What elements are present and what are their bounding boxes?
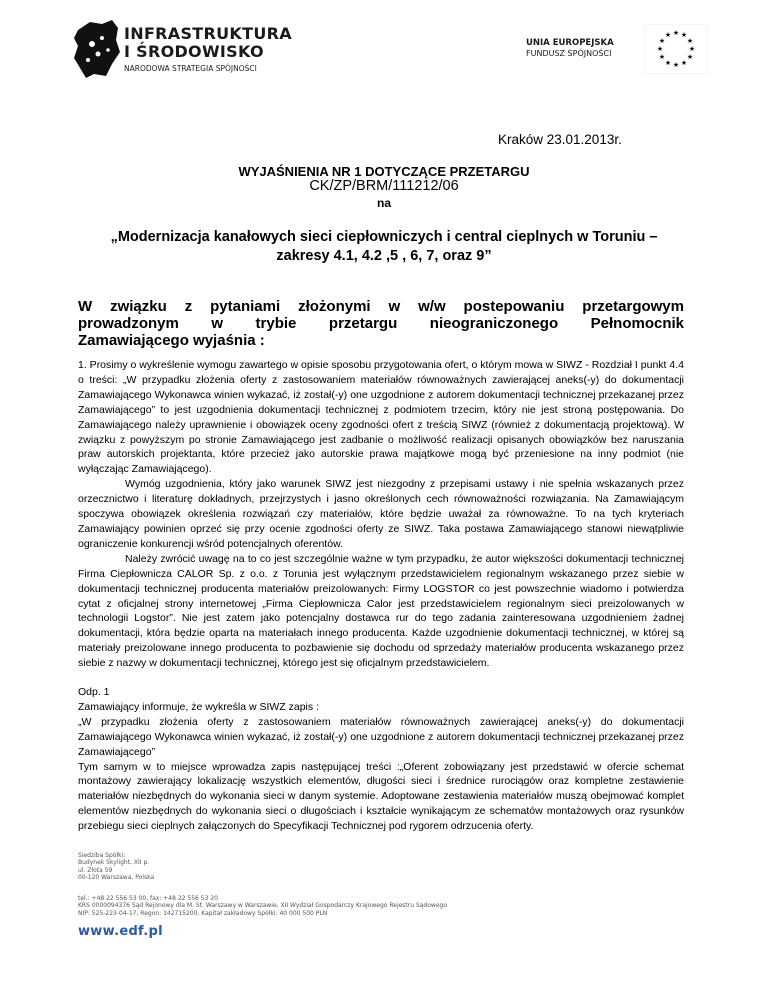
logo-title-line2: I ŚRODOWISKO	[124, 42, 264, 61]
infrastruktura-logo	[72, 18, 322, 80]
poland-map-icon	[72, 18, 122, 80]
eu-fund: FUNDUSZ SPÓJNOŚCI	[526, 49, 612, 58]
question-paragraph-1: 1. Prosimy o wykreślenie wymogu zawartego w opisie sposobu przygotowania ofert, o którym mowa w SIWZ - Rozdział I punkt 4.4 o treści: „W przypadku złożenia oferty z zastosowaniem materiałów równoważnych zawierającej aneks(-y) do dokumentacji Zamawiającego Wykonawca winien wykazać, iż został(-y) one uzgodnione z autorem dokumentacji technicznej przekazanej przez Zamawiającego” to jest uzgodnienia dokumentacji technicznej z podmiotem trzecim, który nie jest stroną postępowania. Do Zamawiającego należy uprawnienie i obowiązek oceny zgodności ofert z treścią SIWZ (również z dokumentacją projektową). W związku z powyższym po stronie Zamawiającego jest zadbanie o możliwość realizacji opisanych obowiązków bez naruszania praw autorskich projektanta, które przecież jako autorskie prawa majątkowe mogą być przeniesione na inny podmiot (nie wyłączając Zamawiającego).	[78, 359, 684, 476]
eu-flag-icon	[644, 24, 708, 74]
intro-line1: W związku z pytaniami złożonymi w w/w postepowaniu przetargowym	[78, 298, 684, 315]
footer-address-line4: 00-120 Warszawa, Polska	[78, 873, 155, 881]
tender-title-line1: „Modernizacja kanałowych sieci ciepłowniczych i central cieplnych w Toruniu –	[110, 229, 658, 245]
answer-paragraph-2: „W przypadku złożenia oferty z zastosowaniem materiałów równoważnych zawierającej aneks(-y) do dokumentacji Zamawiającego Wykonawca winien wykazać, iż został(-y) one uzgodnione z autorem dokumentacji technicznej przekazanej przez Zamawiającego”	[78, 715, 684, 758]
footer-address-line1: Siedziba Spółki:	[78, 852, 126, 859]
question-paragraph-3: Należy zwrócić uwagę na to co jest szczególnie ważne w tym przypadku, że autor większości dokumentacji technicznej Firma Ciepłownicza CALOR Sp. z o.o. z Torunia jest wyłącznym przedstawicielem regionalnym wskazanego przez siebie w dokumentacji technicznej producenta materiałów preizolowanych: Firmy LOGSTOR co jest powszechnie wiadomo i potwierdza cytat z oficjalnej strony internetowej „Firma Ciepłownicza Calor jest przedstawicielem regionalnym sieci preizolowanych w technologii Logstor”. Nie jest zatem jako potencjalny dostawca rur do tego zadania zainteresowana uzgodnieniem żadnej dokumentacji, która będzie oparta na materiałach innego producenta. Każde uzgodnienie dokumentacji technicznej, w której są materiały preizolowane innego producenta to pozbawienie się dochodu od sprzedaży materiałów producenta wskazanego przez siebie z nazwy w dokumentacji technicznej, którego jest się oficjalnym przedstawicielem.	[78, 552, 684, 670]
document-date: Kraków 23.01.2013r.	[498, 132, 622, 147]
svg-text:★: ★	[672, 29, 680, 37]
footer-contact-line3: NIP: 525-223-04-17, Regon: 142715200, Kapitał zakładowy Spółki: 40 000 500 PLN	[78, 909, 328, 917]
logo-title-line1: INFRASTRUKTURA	[124, 24, 292, 43]
logo-subtitle: NARODOWA STRATEGIA SPÓJNOŚCI	[124, 64, 257, 73]
website-link[interactable]: www.edf.pl	[78, 924, 163, 939]
tender-title-line2: zakresy 4.1, 4.2 ,5 , 6, 7, oraz 9”	[276, 248, 492, 264]
intro-paragraph	[78, 298, 684, 349]
footer-contact-line1: tel.: +48 22 556 53 00, fax: +48 22 556 53 20	[78, 895, 218, 902]
svg-text:★: ★	[686, 53, 694, 61]
svg-text:★: ★	[664, 31, 672, 39]
document-body	[78, 358, 684, 834]
svg-text:★: ★	[686, 37, 694, 45]
svg-text:★: ★	[680, 59, 688, 67]
svg-text:★: ★	[672, 61, 680, 69]
svg-text:★: ★	[658, 53, 666, 61]
intro-line3: Zamawiającego wyjaśnia :	[78, 332, 265, 349]
answer-label: Odp. 1	[78, 686, 110, 699]
footer-contact-line2: KRS 0000094376 Sąd Rejonowy dla M. St. Warszawy w Warszawie, XII Wydział Gospodarczy Krajowego Rejestru Sądowego	[78, 902, 447, 910]
answer-paragraph-1: Zamawiający informuje, że wykreśla w SIWZ zapis :	[78, 700, 319, 713]
footer-address-line2: Budynek Skylight, XII p.	[78, 859, 150, 867]
intro-line2: prowadzonym w trybie przetargu nieograniczonego Pełnomocnik	[78, 315, 684, 332]
svg-text:★: ★	[656, 45, 664, 53]
answer-paragraph-3: Tym samym w to miejsce wprowadza zapis następującej treści :„Oferent zobowiązany jest przedstawić w ofercie schemat montażowy zawierający lokalizację wszystkich elementów, długości sieci i średnice rurociągów oraz kompletne zestawienie materiałów niezbędnych do wykonania sieci w danym systemie. Adoptowane zestawienia materiałów muszą obejmować komplet elementów niezbędnych do wykonania sieci o długościach i kształcie wynikającym ze schematów montażowych oraz rysunków przebiegu sieci cieplnych załączonych do Specyfikacji Technicznej pod rygorem odrzucenia oferty.	[78, 760, 684, 833]
footer-address-line3: ul. Złota 59	[78, 866, 113, 874]
svg-text:★: ★	[658, 37, 666, 45]
eu-title: UNIA EUROPEJSKA	[526, 38, 614, 48]
svg-text:★: ★	[664, 59, 672, 67]
heading-title: WYJAŚNIENIA NR 1 DOTYCZĄCE PRZETARGU	[238, 164, 530, 179]
footer-contact	[78, 895, 447, 917]
svg-text:★: ★	[688, 45, 696, 53]
footer-address	[78, 852, 154, 881]
svg-text:★: ★	[680, 31, 688, 39]
heading-na: na	[376, 196, 391, 210]
question-paragraph-2: Wymóg uzgodnienia, który jako warunek SIWZ jest niezgodny z przepisami ustawy i nie spełnia wskazanych przez orzecznictwo i literaturę dokładnych, przejrzystych i jasno określonych cech równoważności rozwiązania. Na Zamawiającym spoczywa obowiązek określenia rozwiązań czy materiałów, które będzie uważał za równoważne. To na tych kryteriach Zamawiający powinien oprzeć się przy ocenie zgodności oferty ze SIWZ. Taka postawa Zamawiającego stanowi niewątpliwie ograniczenie konkurencji wśród potencjalnych oferentów.	[78, 478, 684, 550]
eu-logo	[520, 18, 720, 78]
heading-reference: CK/ZP/BRM/111212/06	[309, 178, 459, 194]
